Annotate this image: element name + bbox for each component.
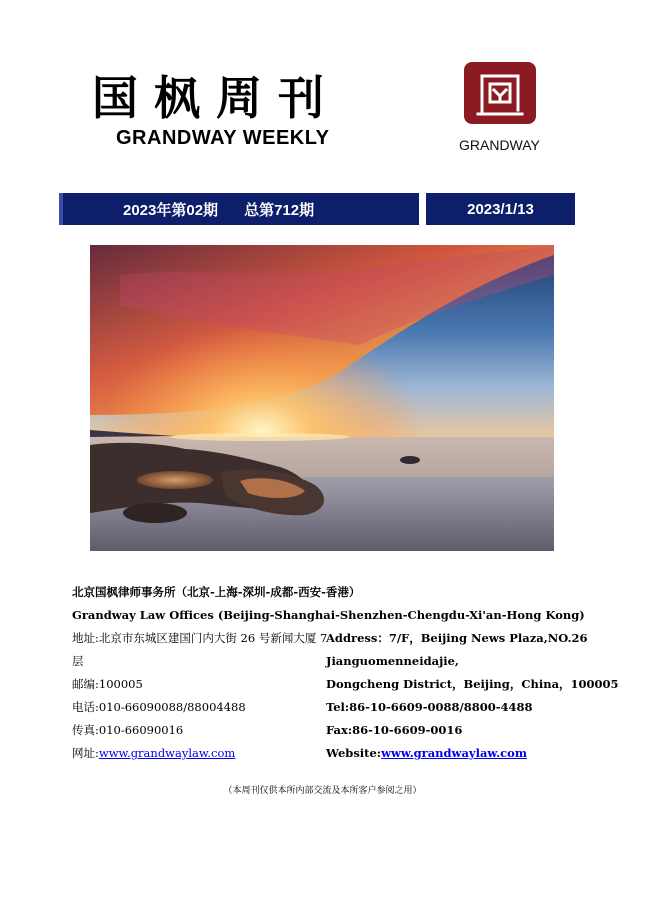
firm-name-cn: 北京国枫律师事务所（北京-上海-深圳-成都-西安-香港） <box>72 585 361 599</box>
grandway-logo-icon <box>464 62 536 124</box>
footer-note: （本周刊仅供本所内部交流及本所客户参阅之用） <box>223 786 422 796</box>
website-en-row <box>326 742 527 765</box>
website-cn-link[interactable]: www.grandwaylaw.com <box>98 746 236 760</box>
issue-bar <box>59 193 419 225</box>
fax-cn: 传真:010-66090016 <box>72 723 184 737</box>
issue-date: 2023/1/13 <box>467 200 534 218</box>
logo-label: GRANDWAY <box>459 137 540 153</box>
address-en-line1: Address：7/F，Beijing News Plaza,NO.26 <box>326 631 588 645</box>
issue-date-bar <box>426 193 575 225</box>
website-cn-label: 网址: <box>72 746 99 760</box>
firm-name-en: Grandway Law Offices (Beijing-Shanghai-Shenzhen-Chengdu-Xi'an-Hong Kong) <box>72 608 585 622</box>
total-issue-number: 总第712期 <box>244 201 315 219</box>
title-english: GRANDWAY WEEKLY <box>116 127 330 149</box>
address-en-line2: Jianguomenneidajie, <box>326 654 459 668</box>
address-cn-line2: 层 <box>72 654 84 668</box>
website-en-link[interactable]: www.grandwaylaw.com <box>381 746 528 760</box>
cover-photo <box>90 245 554 551</box>
website-en-label: Website: <box>326 746 382 760</box>
title-chinese: 国枫周刊 <box>92 71 340 125</box>
website-cn-row <box>72 742 235 765</box>
address-en-line3: Dongcheng District，Beijing，China，100005 <box>326 677 619 691</box>
postcode-cn: 邮编:100005 <box>72 677 143 691</box>
address-cn-line1: 地址:北京市东城区建国门内大街 26 号新闻大厦 7 <box>72 631 328 645</box>
phone-cn: 电话:010-66090088/88004488 <box>72 700 246 714</box>
phone-en: Tel:86-10-6609-0088/8800-4488 <box>326 700 533 714</box>
issue-number: 2023年第02期 <box>123 201 219 219</box>
fax-en: Fax:86-10-6609-0016 <box>326 723 463 737</box>
